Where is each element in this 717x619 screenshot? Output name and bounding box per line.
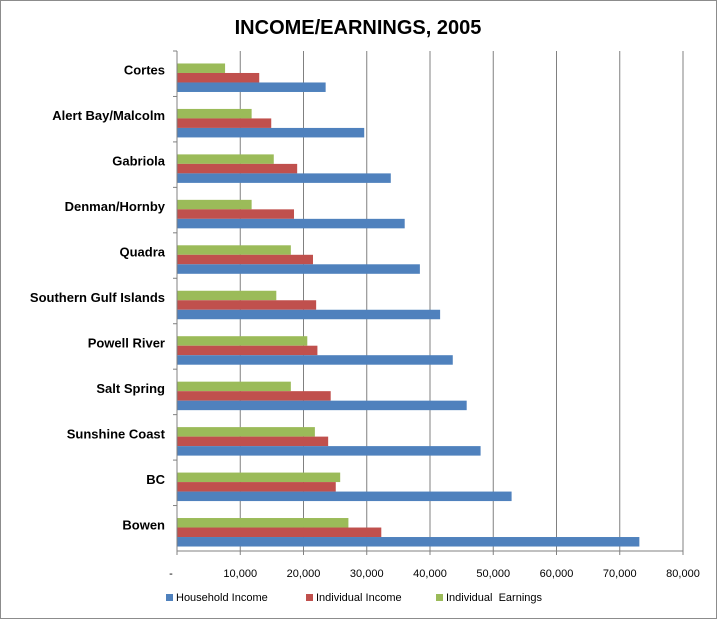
- category-label: Denman/Hornby: [64, 199, 165, 215]
- legend-swatch: [166, 594, 173, 601]
- bar-household-income: [177, 401, 467, 411]
- bar-household-income: [177, 355, 453, 365]
- bar-individual-earnings: [177, 245, 291, 255]
- bar-household-income: [177, 446, 481, 456]
- x-tick-label: 40,000: [413, 568, 447, 580]
- category-label: Sunshine Coast: [66, 426, 165, 442]
- bar-individual-earnings: [177, 291, 276, 301]
- bar-individual-income: [177, 528, 381, 538]
- bar-individual-earnings: [177, 63, 225, 73]
- bar-individual-earnings: [177, 473, 340, 483]
- bar-individual-income: [177, 391, 331, 401]
- bar-household-income: [177, 219, 405, 229]
- x-tick-label: 30,000: [349, 568, 384, 580]
- bar-household-income: [177, 492, 512, 502]
- bar-individual-earnings: [177, 518, 348, 528]
- bar-individual-income: [177, 482, 336, 492]
- bar-individual-income: [177, 164, 297, 174]
- bar-household-income: [177, 82, 326, 92]
- bar-chart: [1, 1, 716, 618]
- category-label: Powell River: [87, 335, 165, 351]
- x-tick-label: 70,000: [602, 568, 637, 580]
- bar-household-income: [177, 537, 639, 547]
- category-label: Gabriola: [112, 153, 165, 169]
- bar-household-income: [177, 173, 391, 183]
- category-label: Southern Gulf Islands: [29, 290, 165, 305]
- bar-individual-income: [177, 118, 271, 128]
- bar-individual-earnings: [177, 200, 252, 210]
- bar-individual-income: [177, 300, 316, 310]
- x-tick-label: 80,000: [666, 568, 700, 580]
- bars: [177, 63, 639, 546]
- bar-individual-income: [177, 437, 328, 447]
- bar-individual-earnings: [177, 154, 274, 164]
- category-label: Alert Bay/Malcolm: [52, 108, 165, 124]
- bar-household-income: [177, 310, 440, 320]
- category-label: Bowen: [122, 517, 165, 533]
- category-label: BC: [146, 471, 165, 487]
- legend-label: Individual Earnings: [446, 592, 543, 604]
- legend-swatch: [306, 594, 313, 601]
- x-tick-label: 60,000: [539, 568, 574, 580]
- bar-individual-income: [177, 346, 317, 356]
- bar-individual-income: [177, 209, 294, 219]
- legend: [166, 592, 543, 604]
- legend-label: Individual Income: [316, 592, 402, 604]
- x-tick-label: 10,000: [223, 568, 258, 580]
- bar-individual-income: [177, 255, 313, 265]
- category-labels: [30, 63, 166, 533]
- category-label: Cortes: [123, 62, 165, 78]
- bar-household-income: [177, 264, 420, 274]
- x-tick-label: 20,000: [286, 568, 321, 580]
- legend-label: Household Income: [176, 592, 268, 604]
- bar-individual-earnings: [177, 427, 315, 437]
- legend-swatch: [436, 594, 443, 601]
- bar-individual-earnings: [177, 382, 291, 392]
- category-label: Quadra: [119, 244, 165, 260]
- x-tick-label: 50,000: [476, 568, 511, 580]
- bar-individual-income: [177, 73, 259, 83]
- chart-title: INCOME/EARNINGS, 2005: [234, 17, 482, 39]
- x-tick-label: -: [169, 568, 173, 580]
- bar-household-income: [177, 128, 364, 138]
- bar-individual-earnings: [177, 336, 307, 346]
- category-label: Salt Spring: [96, 380, 165, 396]
- bar-individual-earnings: [177, 109, 252, 119]
- x-tick-labels: [169, 568, 700, 580]
